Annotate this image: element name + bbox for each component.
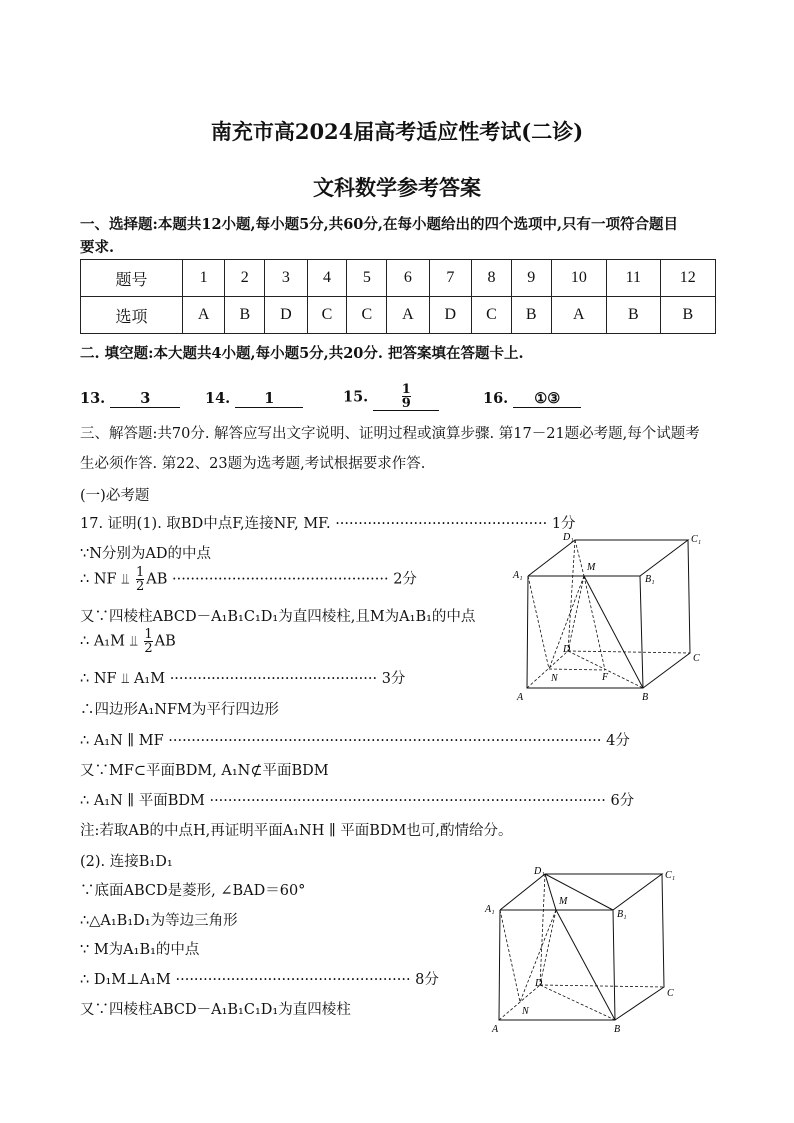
fraction-denominator: 2 xyxy=(135,579,145,594)
solution-line: ∴四边形A₁NFM为平行四边形 xyxy=(80,702,279,718)
vertex-label: D₁ xyxy=(534,866,545,877)
vertex-label: C₁ xyxy=(691,534,702,545)
vertex-label: B xyxy=(614,1024,621,1035)
fill-13 xyxy=(80,390,180,408)
front-face xyxy=(527,576,643,688)
cell: B xyxy=(606,297,660,334)
text: ∴ NF ⫫ xyxy=(80,571,134,588)
cell: 10 xyxy=(551,260,606,297)
top-face xyxy=(528,540,688,576)
cell: D xyxy=(265,297,307,334)
cell: 11 xyxy=(606,260,660,297)
solution-line: ∵底面ABCD是菱形, ∠BAD＝60° xyxy=(80,883,306,899)
cell: A xyxy=(182,297,224,334)
cell: A xyxy=(551,297,606,334)
section1-heading-cont: 要求. xyxy=(80,239,115,256)
cell: 12 xyxy=(660,260,715,297)
choice-answer-table xyxy=(80,259,716,334)
table-header: 选项 xyxy=(81,297,183,334)
table-row xyxy=(81,297,716,334)
cell: B xyxy=(511,297,551,334)
solution-line: ∴ A₁N ∥ 平面BDM ······················································································ 6分 xyxy=(80,793,635,809)
solution-line: ∴△A₁B₁D₁为等边三角形 xyxy=(80,913,238,929)
segment-MB xyxy=(584,576,643,688)
cell: C xyxy=(307,297,347,334)
vertex-label: D xyxy=(535,978,543,989)
section3-heading-cont: 生必须作答. 第22、23题为选考题,考试根据要求作答. xyxy=(80,456,426,472)
vertex-label: A xyxy=(492,1024,499,1035)
solution-line: ∵ M为A₁B₁的中点 xyxy=(80,942,200,958)
prism-figure-2 xyxy=(480,862,695,1037)
section3-heading: 三、解答题:共70分. 解答应写出文字说明、证明过程或演算步骤. 第17－21题必考题,每个试题考 xyxy=(80,426,700,442)
doc-subtitle: 文科数学参考答案 xyxy=(313,175,481,200)
fill-14 xyxy=(205,390,303,408)
table-header: 题号 xyxy=(81,260,183,297)
q-number: 14. xyxy=(205,390,231,407)
vertex-label: C xyxy=(693,653,700,664)
vertex-label: D₁ xyxy=(563,532,574,543)
solution-line: 又∵四棱柱ABCD－A₁B₁C₁D₁为直四棱柱 xyxy=(80,1002,351,1018)
solution-line xyxy=(80,628,176,655)
vertex-label: N xyxy=(551,673,558,684)
section2-heading: 二. 填空题:本大题共4小题,每小题5分,共20分. 把答案填在答题卡上. xyxy=(80,345,524,362)
cell: 7 xyxy=(429,260,471,297)
cell: 1 xyxy=(182,260,224,297)
fill-16 xyxy=(483,390,581,408)
cell: D xyxy=(429,297,471,334)
q-number: 16. xyxy=(483,390,509,407)
prism-figure-1 xyxy=(505,528,715,708)
solution-line: 又∵四棱柱ABCD－A₁B₁C₁D₁为直四棱柱,且M为A₁B₁的中点 xyxy=(80,609,476,625)
right-edges xyxy=(643,540,690,688)
vertex-label: D xyxy=(563,644,571,655)
vertex-label: C₁ xyxy=(665,870,676,881)
solution-line: ∵N分别为AD的中点 xyxy=(80,546,212,562)
cell: 9 xyxy=(511,260,551,297)
vertex-label: M xyxy=(559,896,568,907)
vertex-label: M xyxy=(587,562,596,573)
fraction-numerator: 1 xyxy=(135,565,145,580)
text: ∴ A₁M ⫫ xyxy=(80,633,143,650)
section1-heading: 一、选择题:本题共12小题,每小题5分,共60分,在每小题给出的四个选项中,只有一项符合题目 xyxy=(80,216,678,233)
fraction-denominator: 2 xyxy=(144,641,153,656)
vertex-label: N xyxy=(522,1006,529,1017)
vertex-label: A xyxy=(517,692,524,703)
q-number: 13. xyxy=(80,390,106,407)
vertex-label: A₁ xyxy=(513,570,523,581)
cell: 8 xyxy=(472,260,512,297)
solution-line: 又∵MF⊂平面BDM, A₁N⊄平面BDM xyxy=(80,763,329,779)
cell: C xyxy=(347,297,387,334)
solution-line: ∴ NF ⫫ A₁M ············································· 3分 xyxy=(80,671,406,687)
fill-15 xyxy=(343,383,439,411)
solution-line: (2). 连接B₁D₁ xyxy=(80,854,173,870)
solution-line: 17. 证明(1). 取BD中点F,连接NF, MF. ·············································· 1分 xyxy=(80,516,576,532)
vertex-label: F xyxy=(602,672,609,683)
text: AB ··············································· 2分 xyxy=(146,571,417,588)
solution-note: 注:若取AB的中点H,再证明平面A₁NH ∥ 平面BDM也可,酌情给分。 xyxy=(80,823,513,839)
cell: 5 xyxy=(347,260,387,297)
cell: 4 xyxy=(307,260,347,297)
required-subheading: (一)必考题 xyxy=(80,488,150,504)
vertex-label: B₁ xyxy=(617,909,627,920)
fraction-numerator: 1 xyxy=(144,627,153,642)
vertex-label: B xyxy=(642,692,649,703)
vertex-label: B₁ xyxy=(645,574,655,585)
cell: 6 xyxy=(387,260,429,297)
solution-line: ∴ D₁M⊥A₁M ··················································· 8分 xyxy=(80,972,439,988)
answer: 3 xyxy=(110,390,180,408)
answer: ①③ xyxy=(513,390,581,408)
doc-title: 南充市高2024届高考适应性考试(二诊) xyxy=(210,119,584,144)
answer: 1 xyxy=(235,390,303,408)
cell: 3 xyxy=(265,260,307,297)
fraction-numerator: 1 xyxy=(401,382,411,397)
cell: A xyxy=(387,297,429,334)
q-number: 15. xyxy=(343,388,369,406)
cell: 2 xyxy=(225,260,265,297)
table-row xyxy=(81,260,716,297)
cell: B xyxy=(660,297,715,334)
solution-line: ∴ A₁N ∥ MF ······························································································ 4分 xyxy=(80,733,630,749)
solution-line xyxy=(80,566,417,593)
vertex-label: C xyxy=(667,988,674,999)
fraction-denominator: 9 xyxy=(401,396,411,411)
cell: C xyxy=(472,297,512,334)
cell: B xyxy=(225,297,265,334)
vertex-label: A₁ xyxy=(485,904,495,915)
text: AB xyxy=(154,633,176,650)
